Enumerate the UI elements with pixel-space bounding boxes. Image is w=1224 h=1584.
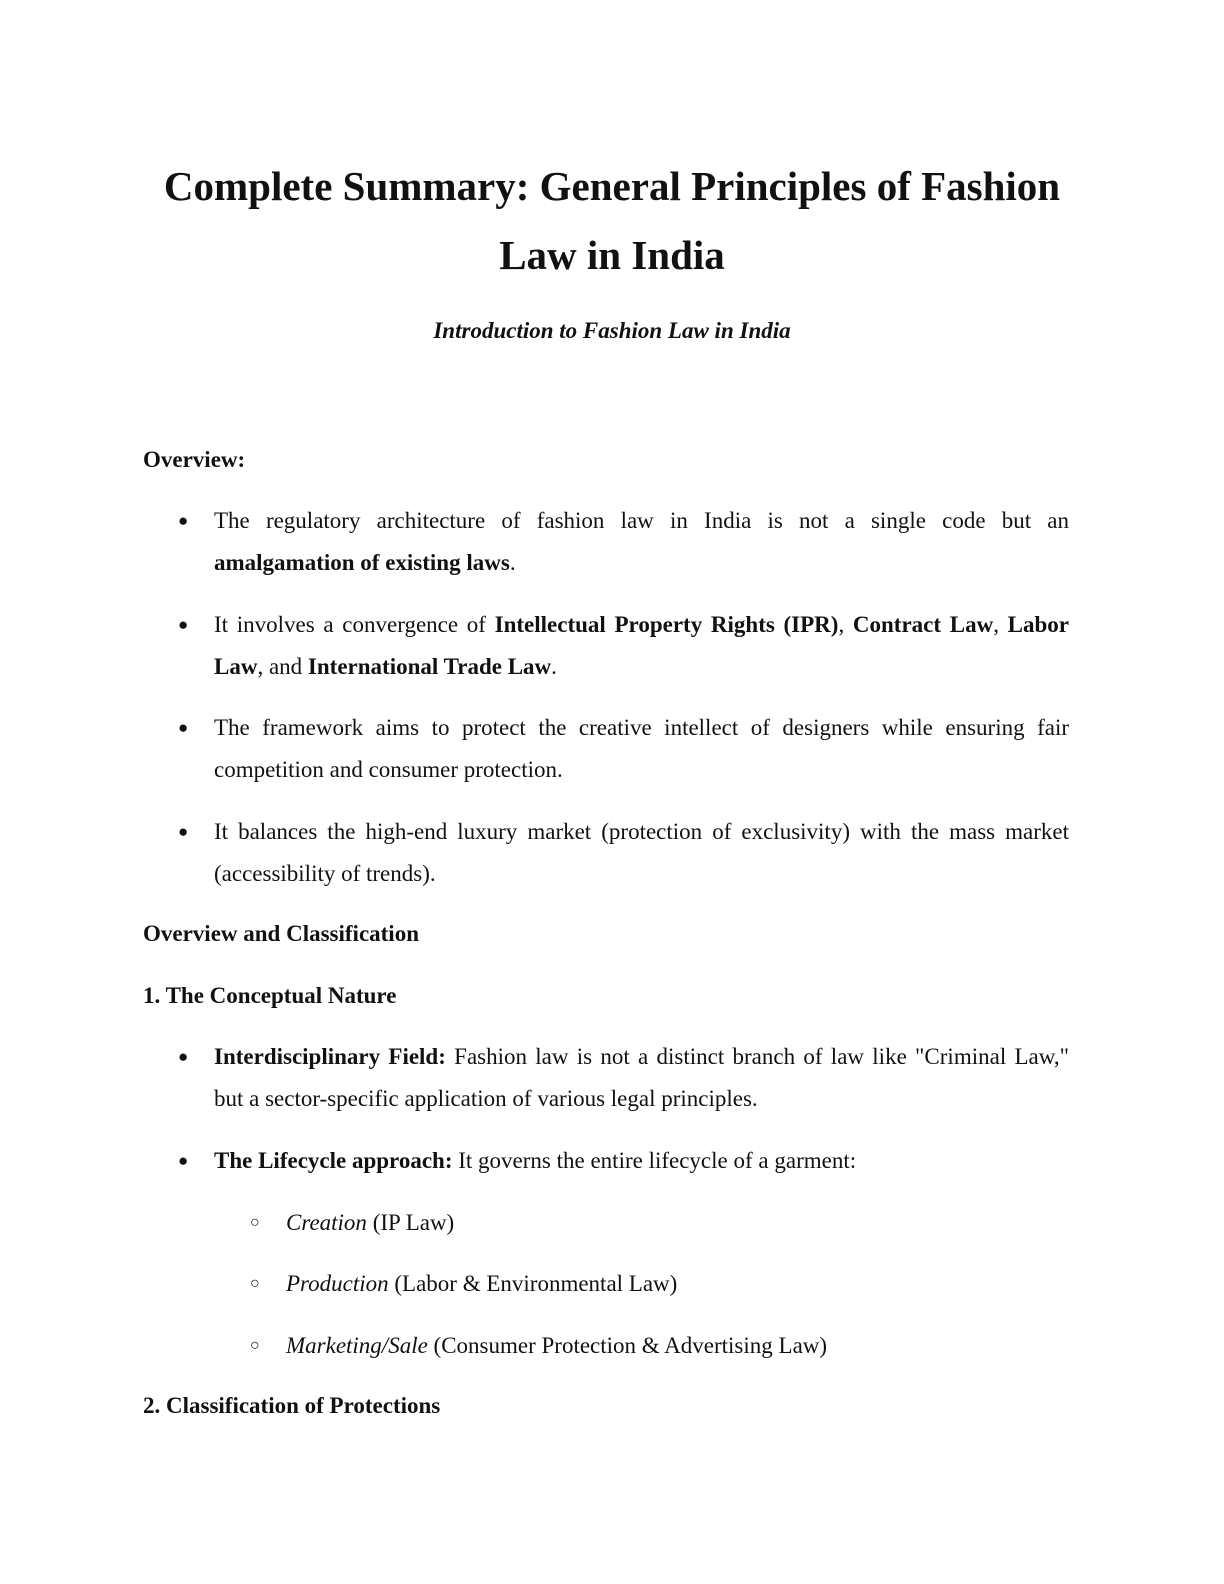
classification-heading: Overview and Classification — [143, 921, 419, 946]
emphasis: Intellectual Property Rights (IPR) — [494, 612, 839, 637]
bullet-label: The Lifecycle approach: — [214, 1148, 453, 1173]
sub-item-term: Creation — [286, 1210, 367, 1235]
document-title — [120, 152, 1104, 290]
overview-bullet-3: ● The framework aims to protect the creative intellect of designers while ensuring fair competition and consumer protection. — [214, 707, 1069, 790]
emphasis: Contract Law — [852, 612, 994, 637]
sub-bullet-icon: ○ — [250, 1337, 260, 1354]
sub-item-term: Production — [286, 1271, 389, 1296]
bullet-icon: ● — [178, 718, 189, 737]
bullet-icon: ● — [178, 1151, 189, 1170]
emphasis: International Trade Law — [307, 653, 552, 679]
lifecycle-sub-item-creation: ○ Creation (IP Law) — [286, 1203, 454, 1243]
bullet-icon: ● — [178, 1047, 189, 1066]
section-2-heading: 2. Classification of Protections — [143, 1393, 441, 1418]
section-1-heading: 1. The Conceptual Nature — [143, 983, 397, 1008]
document-subtitle: Introduction to Fashion Law in India — [433, 318, 791, 343]
bullet-icon: ● — [178, 511, 189, 530]
overview-bullet-4: ● It balances the high-end luxury market (protection of exclusivity) with the mass market (accessibility of trends). — [214, 811, 1069, 894]
lifecycle-sub-item-marketing: ○ Marketing/Sale (Consumer Protection & Advertising Law) — [286, 1326, 827, 1366]
sub-item-term: Marketing/Sale — [286, 1333, 428, 1358]
emphasis: amalgamation of existing laws — [214, 549, 510, 575]
overview-bullet-2: ● It involves a convergence of Intellectual Property Rights (IPR), Contract Law, Labor Law, and International Trade Law. — [214, 604, 1069, 687]
title-line-2: Law in India — [499, 232, 725, 278]
bullet-label: Interdisciplinary Field: — [214, 1044, 446, 1069]
section-1-bullet-1: ● Interdisciplinary Field: Fashion law is not a distinct branch of law like "Criminal Law," but a sector-specific application of various legal principles. — [214, 1036, 1069, 1119]
bullet-icon: ● — [178, 615, 189, 634]
sub-bullet-icon: ○ — [250, 1275, 260, 1292]
bullet-icon: ● — [178, 822, 189, 841]
overview-bullet-1: ● The regulatory architecture of fashion law in India is not a single code but an amalgamation of existing laws. — [214, 500, 1069, 583]
sub-bullet-icon: ○ — [250, 1214, 260, 1231]
lifecycle-sub-item-production: ○ Production (Labor & Environmental Law) — [286, 1264, 677, 1304]
emphasis: Labor Law — [214, 612, 1069, 679]
title-line-1: Complete Summary: General Principles of Fashion — [163, 163, 1061, 209]
section-1-bullet-2: ● The Lifecycle approach: It governs the entire lifecycle of a garment: — [214, 1140, 1069, 1182]
overview-heading: Overview: — [143, 447, 246, 472]
